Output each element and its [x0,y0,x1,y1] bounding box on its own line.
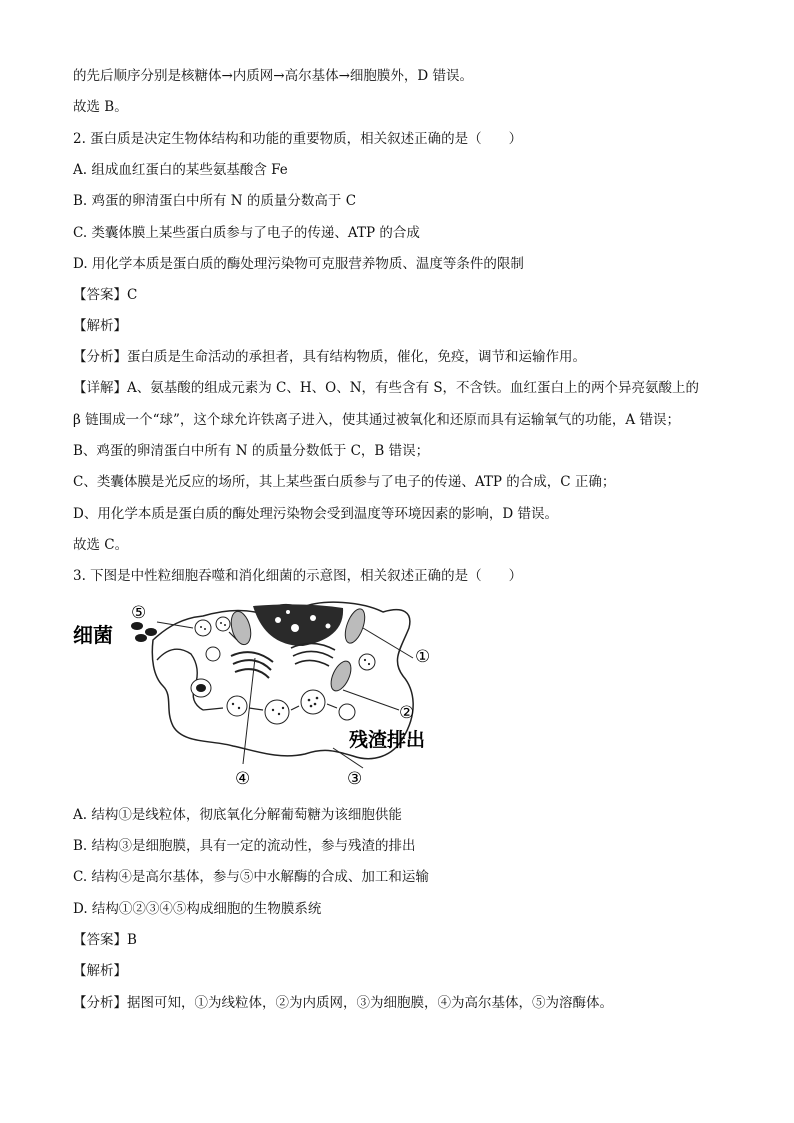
option-b: B. 鸡蛋的卵清蛋白中所有 N 的质量分数高于 C [73,193,357,209]
analysis-label: 【解析】 [73,963,127,979]
option-a: A. 结构①是线粒体，彻底氧化分解葡萄糖为该细胞供能 [73,807,402,823]
label-3: ③ [347,769,363,789]
option-c: C. 类囊体膜上某些蛋白质参与了电子的传递、ATP 的合成 [73,225,420,241]
option-a: A. 组成血红蛋白的某些氨基酸含 Fe [73,162,288,178]
detail-line: B、鸡蛋的卵清蛋白中所有 N 的质量分数低于 C，B 错误； [73,443,430,459]
answer-label: 【答案】B [73,932,137,948]
question-3-stem: 3. 下图是中性粒细胞吞噬和消化细菌的示意图，相关叙述正确的是（ ） [73,568,523,584]
neutrophil-diagram [73,598,443,790]
label-5: ⑤ [131,603,147,623]
mitochondrion [327,658,355,694]
endoplasmic-reticulum [291,643,335,666]
mitochondrion [228,609,254,647]
text-line: 故选 B。 [73,99,128,115]
label-2: ② [399,703,415,723]
residue-label: 残渣排出 [349,729,426,751]
option-b: B. 结构③是细胞膜，具有一定的流动性，参与残渣的排出 [73,838,416,854]
bacteria-label: 细菌 [73,623,113,647]
detail-line: β 链围成一个“球”，这个球允许铁离子进入，使其通过被氧化和还原而具有运输氧气的功能，A 错误； [73,412,680,428]
label-1: ① [415,647,431,667]
option-d: D. 用化学本质是蛋白质的酶处理污染物可克服营养物质、温度等条件的限制 [73,256,524,272]
answer-label: 【答案】C [73,287,138,303]
analysis-label: 【解析】 [73,318,127,334]
analysis-summary: 【分析】据图可知，①为线粒体，②为内质网，③为细胞膜，④为高尔基体，⑤为溶酶体。 [73,995,613,1011]
detail-line: D、用化学本质是蛋白质的酶处理污染物会受到温度等环境因素的影响，D 错误。 [73,506,558,522]
analysis-summary: 【分析】蛋白质是生命活动的承担者，具有结构物质，催化，免疫，调节和运输作用。 [73,349,586,365]
option-c: C. 结构④是高尔基体，参与⑤中水解酶的合成、加工和运输 [73,869,429,885]
label-4: ④ [235,769,251,789]
detail-line: C、类囊体膜是光反应的场所，其上某些蛋白质参与了电子的传递、ATP 的合成，C 正确； [73,474,616,490]
text-line: 的先后顺序分别是核糖体→内质网→高尔基体→细胞膜外，D 错误。 [73,68,474,84]
option-d: D. 结构①②③④⑤构成细胞的生物膜系统 [73,901,322,917]
question-2-stem: 2. 蛋白质是决定生物体结构和功能的重要物质，相关叙述正确的是（ ） [73,131,523,147]
detail-line: 【详解】A、氨基酸的组成元素为 C、H、O、N，有些含有 S，不含铁。血红蛋白上的两个异亮氨酸上的 [73,380,700,396]
mitochondrion [341,606,368,645]
choice-line: 故选 C。 [73,537,129,553]
